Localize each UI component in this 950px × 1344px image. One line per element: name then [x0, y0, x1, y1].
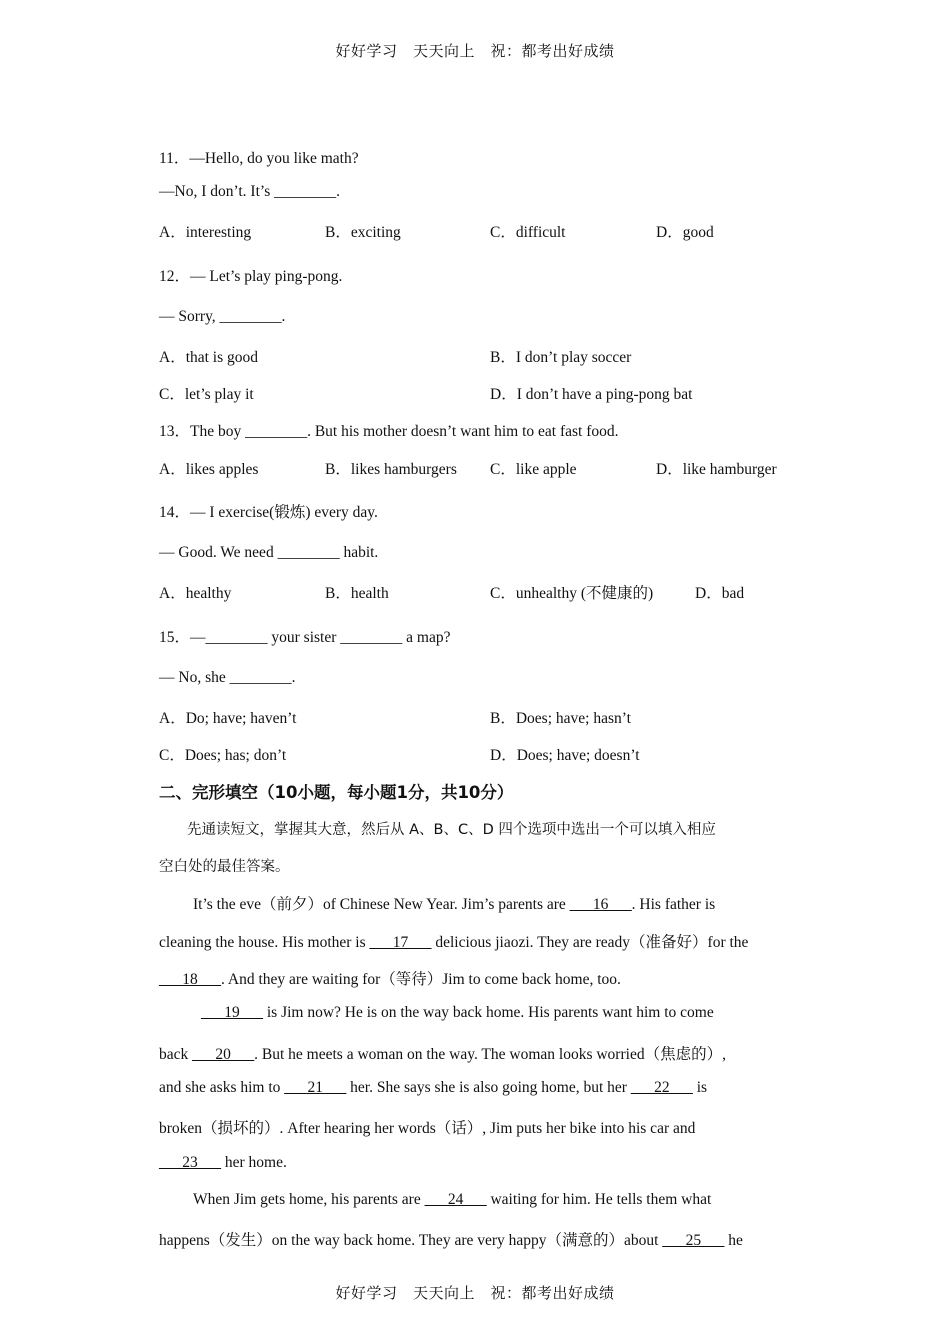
blank-21: ___21___ [284, 1079, 347, 1096]
page-footer: 好好学习 天天向上 祝：都考出好成绩 [335, 1284, 615, 1302]
question-15-stem: 15．—________ your sister ________ a map? [159, 629, 451, 646]
question-14-option-c: C．unhealthy (不健康的) [490, 585, 654, 602]
question-13-option-c: C．like apple [490, 461, 577, 478]
blank-24: ___24___ [424, 1191, 487, 1208]
question-14-option-b: B．health [325, 585, 389, 602]
question-11-option-c: C．difficult [490, 224, 566, 241]
passage-line: When Jim gets home, his parents are ___24___ waiting for him. He tells them what [193, 1191, 712, 1208]
question-12-option-c: C．let’s play it [159, 386, 254, 403]
question-11-option-a: A．interesting [159, 224, 252, 241]
passage-line: It’s the eve（前夕）of Chinese New Year. Jim’s parents are ___16___. His father is [193, 896, 716, 913]
question-13-stem: 13．The boy ________. But his mother doesn’t want him to eat fast food. [159, 423, 619, 440]
section-2-instruction: 先通读短文，掌握其大意，然后从 A、B、C、D 四个选项中选出一个可以填入相应 [187, 822, 716, 838]
question-14-option-d: D．bad [695, 585, 745, 602]
question-15-option-a: A．Do; have; haven’t [159, 710, 297, 727]
blank-22: ___22___ [630, 1079, 693, 1096]
question-14-option-a: A．healthy [159, 585, 232, 602]
question-13-option-d: D．like hamburger [656, 461, 777, 478]
blank-25: ___25___ [662, 1232, 725, 1249]
passage-line: ___18___. And they are waiting for（等待）Jim to come back home, too. [159, 971, 621, 988]
passage-line: ___19___ is Jim now? He is on the way back home. His parents want him to come [201, 1004, 714, 1021]
passage-line: cleaning the house. His mother is ___17___ delicious jiaozi. They are ready（准备好）for the [159, 934, 749, 951]
blank-17: ___17___ [369, 934, 432, 951]
question-15-option-b: B．Does; have; hasn’t [490, 710, 631, 727]
passage-line: ___23___ her home. [159, 1154, 287, 1171]
blank-18: ___18___ [159, 971, 221, 988]
question-13-option-a: A．likes apples [159, 461, 259, 478]
blank-23: ___23___ [159, 1154, 221, 1171]
section-2-instruction-cont: 空白处的最佳答案。 [159, 859, 290, 875]
page-header: 好好学习 天天向上 祝：都考出好成绩 [335, 42, 615, 60]
question-11-option-b: B．exciting [325, 224, 401, 241]
blank-19: ___19___ [201, 1004, 263, 1021]
question-15-option-d: D．Does; have; doesn’t [490, 747, 640, 764]
question-14-stem: 14．— I exercise(锻炼) every day. [159, 504, 378, 521]
question-12-stem: 12．— Let’s play ping-pong. [159, 268, 343, 285]
question-11-stem: 11．—Hello, do you like math? [159, 150, 359, 167]
question-15-reply: — No, she ________. [159, 669, 296, 686]
question-12-option-b: B．I don’t play soccer [490, 349, 632, 366]
passage-line: happens（发生）on the way back home. They are very happy（满意的）about ___25___ he [159, 1232, 743, 1249]
question-15-option-c: C．Does; has; don’t [159, 747, 287, 764]
passage-line: back ___20___. But he meets a woman on the way. The woman looks worried（焦虑的）, [159, 1046, 726, 1063]
question-11-reply: —No, I don’t. It’s ________. [159, 183, 340, 200]
passage-line: and she asks him to ___21___ her. She says she is also going home, but her ___22___ is [159, 1079, 708, 1096]
question-13-option-b: B．likes hamburgers [325, 461, 457, 478]
question-11-option-d: D．good [656, 224, 714, 241]
question-14-reply: — Good. We need ________ habit. [159, 544, 379, 561]
passage-line: broken（损坏的）. After hearing her words（话）, Jim puts her bike into his car and [159, 1120, 696, 1137]
question-12-reply: — Sorry, ________. [159, 308, 286, 325]
question-12-option-a: A．that is good [159, 349, 259, 366]
blank-16: ___16___ [569, 896, 632, 913]
blank-20: ___20___ [192, 1046, 255, 1063]
section-2-title: 二、完形填空（10小题，每小题1分，共10分） [159, 783, 514, 802]
question-12-option-d: D．I don’t have a ping-pong bat [490, 386, 693, 403]
